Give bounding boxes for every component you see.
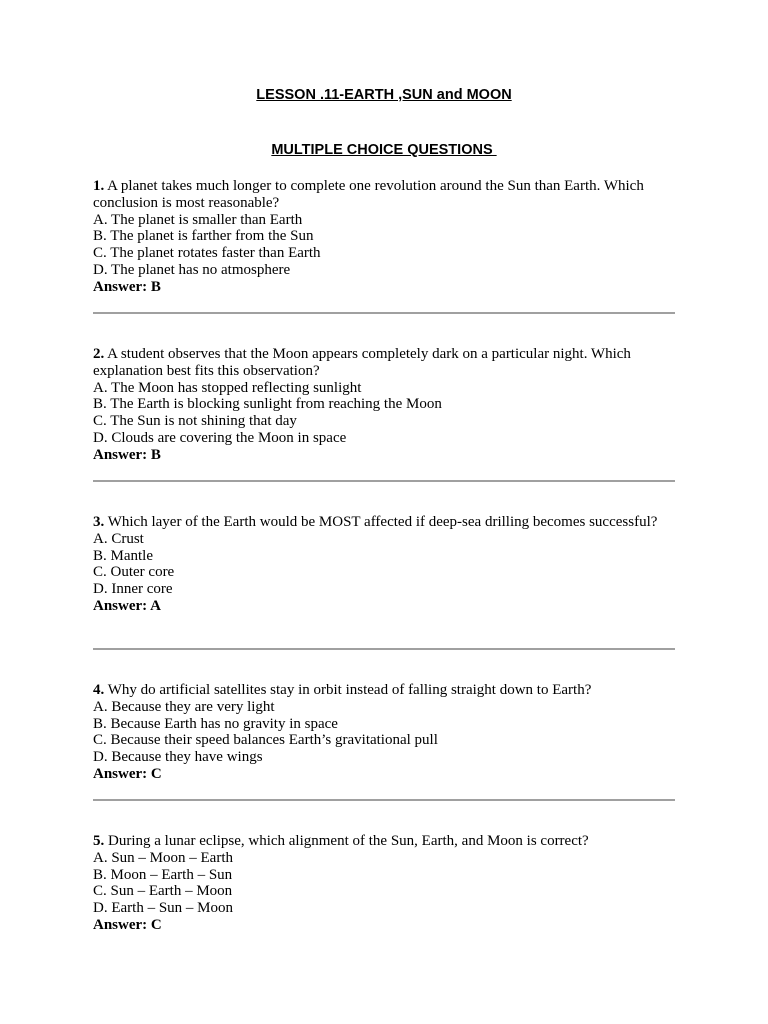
answer: Answer: C [93,765,162,782]
option-b: B. Moon – Earth – Sun [93,866,233,883]
option-a: A. The planet is smaller than Earth [93,211,303,228]
option-a: A. Crust [93,530,144,547]
question-number: 3. [93,514,105,530]
option-a: A. Sun – Moon – Earth [93,849,233,866]
option-b: B. The Earth is blocking sunlight from reaching the Moon [93,396,442,413]
option-b: B. Mantle [93,547,153,564]
option-c: C. Sun – Earth – Moon [93,883,233,900]
divider [93,799,675,801]
answer: Answer: B [93,278,161,295]
lesson-title: LESSON .11-EARTH ,SUN and MOON [256,87,512,103]
option-d: D. Clouds are covering the Moon in space [93,429,347,446]
option-c: C. The planet rotates faster than Earth [93,245,321,262]
section-title: MULTIPLE CHOICE QUESTIONS [271,142,497,158]
question-text: A planet takes much longer to complete one revolution around the Sun than Earth. Which conclusion is most reasonable? [93,178,644,211]
option-d: D. Because they have wings [93,749,263,766]
question-number: 2. [93,346,105,362]
divider [93,312,675,314]
question-text: During a lunar eclipse, which alignment of the Sun, Earth, and Moon is correct? [104,833,589,849]
question-text: Why do artificial satellites stay in orbit instead of falling straight down to Earth? [104,682,592,698]
question-5 [93,833,675,934]
question-text: Which layer of the Earth would be MOST affected if deep-sea drilling becomes successful? [104,514,658,530]
answer: Answer: C [93,916,162,933]
option-c: C. Outer core [93,564,175,581]
question-number: 4. [93,682,105,698]
question-text: A student observes that the Moon appears completely dark on a particular night. Which explanation best fits this observation? [93,346,631,379]
answer: Answer: A [93,597,161,614]
option-b: B. Because Earth has no gravity in space [93,715,338,732]
option-d: D. The planet has no atmosphere [93,261,291,278]
question-2 [93,346,675,464]
question-4 [93,682,675,783]
divider [93,648,675,650]
question-1 [93,178,675,296]
divider [93,480,675,482]
option-b: B. The planet is farther from the Sun [93,228,314,245]
option-d: D. Inner core [93,581,173,598]
answer: Answer: B [93,446,161,463]
question-number: 1. [93,178,105,194]
option-c: C. Because their speed balances Earth’s gravitational pull [93,732,438,749]
option-c: C. The Sun is not shining that day [93,413,297,430]
option-d: D. Earth – Sun – Moon [93,900,233,917]
question-number: 5. [93,833,105,849]
option-a: A. The Moon has stopped reflecting sunlight [93,379,362,396]
option-a: A. Because they are very light [93,698,275,715]
question-3 [93,514,675,615]
